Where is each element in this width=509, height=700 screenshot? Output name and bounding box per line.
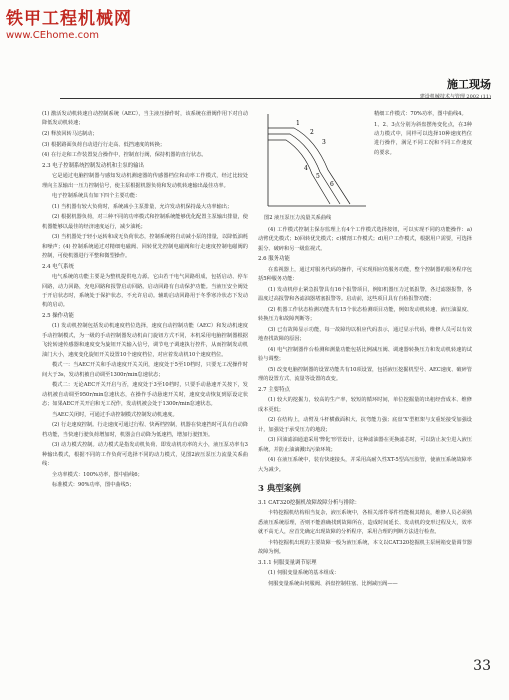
paragraph: (1) 当机器有较大负荷时，系统减小主泵排量，允许发动机保持最大功率输出； [52, 203, 233, 210]
paragraph: (2) 机器工作状态检测功能共有15个状态检测项目功能，例如发动机转速、液压油温度、转换压力和故障判断等； [258, 306, 472, 323]
curve-label: 4 [304, 165, 308, 172]
paragraph: 伺服变量系统由伺服阀、斜盘控制柱塞、比例减压阀—— [268, 580, 398, 587]
paragraph: (3) 当机器处于轻小运转和或无负荷状态，控制系统将自动减小泵的排量，以降低油耗和噪声；(4) 控制系统通过对精细电磁阀、回转优先控制电磁阀和行走速度控制电磁阀的控制，可使机器进行平整和微型操作。 [42, 234, 248, 260]
page-header [420, 76, 491, 100]
curve-label: 1 [296, 120, 300, 127]
section-heading: 2.4 电气系统 [42, 263, 74, 270]
section-3-title: 3 典型案例 [258, 484, 301, 495]
curve-label: 2 [310, 129, 314, 136]
paragraph: (2) 行走速度控制。行走速度可通过行程、快两档控制，机器在快速挡时可具有自动降档功能，当快速行驶负荷增加时，机器会自动降为低速档，增加行驶扭矩。 [42, 422, 248, 438]
paragraph: (1) 较大的挖掘力，较高的生产率，较短的循环时间，单位挖掘量的出租经营成本、维修成本更低； [258, 397, 472, 413]
curve-label: 5 [316, 173, 320, 180]
pressure-flow-diagram [258, 110, 370, 212]
section-heading: 2.6 服务功能 [258, 256, 290, 263]
section-heading: 3.1.1 伺服变量调节原理 [258, 559, 317, 566]
diagram-curve-4 [268, 140, 330, 204]
paragraph: (4) 在液压系统中，装有快速接头，并采用高耐久性XT-5型高压胶管，使液压系统故障率大为减少。 [258, 457, 472, 473]
watermark-title: 铁甲工程机械网 [6, 9, 132, 29]
paragraph: (3) 回油滤油通道采用'弊化'形管设计，这种滤油器在更换滤芯时，可以防止灰尘进入液压系统，并防止油滴溅出污染环境； [258, 437, 472, 453]
paragraph: (2) 释放回转马达制动； [42, 131, 98, 137]
section-heading: 2.5 操作功能 [42, 313, 74, 319]
journal-info: 建设机械技术与管理 2002 (11) [419, 94, 491, 100]
paragraph: (2) 根据机器负荷，对三种不同的功率模式和控制系统能够优化配置主泵输出排量，使机器能够以最佳的经济速度运行，减少油耗； [42, 214, 248, 230]
paragraph: (2) 在结构上，动臂及斗杆横截面积大、抗弯能力强；底盘'X'型框架与支重轮接受加强设计，加强处于承受压力的地段； [258, 417, 472, 433]
paragraph: 在监视器上，通过对服务代码的操作，可实现相应的服务功能，整个控制器的服务程序包括5种服务功能： [258, 266, 472, 283]
paragraph: 全功率模式：100%功率，图中曲线6； [52, 471, 143, 478]
figure-side-text [374, 110, 472, 159]
paragraph: (5) 改变电脑控制器的设置功能共有10项设置，包括液压挖掘机型号、AEC速度、破碎管理的设置方式、流量等设置的改变。 [258, 366, 472, 383]
header-rule [60, 98, 491, 99]
paragraph: 它是通过电脑控制器与感知发动机测速器的传感器档位和动率工作模式，经过比较处理向主泵输出一压力控制信号，使主泵根据机器负荷和发动机转速输出最佳功率。 [42, 173, 248, 189]
paragraph: 卡特挖掘机结构相当复杂，液压系统中，各相关部件零件性能极其精良，维修人员必须熟悉液压系统原理，否则不能准确找到故障所在，造成时间延长、发动机的变形过程及大，效率就不高无人，应首先确定出现故障的分析程序，采用合理的判断方法进行检查。 [258, 510, 472, 536]
page-number: 33 [473, 658, 491, 674]
watermark [6, 4, 132, 41]
paragraph: 模式一：当AEC开关和手动速度开关关闭，速度处于5至10档时，只要无工况操作时间大于3s，发动机被自动调至1300r/min怠速状态； [42, 362, 248, 378]
paragraph: (1) 激活发动机转速自动控制系统（AEC），当主液压操作时，该系统在滑阀作用下对自动降低发动机转速； [42, 111, 248, 127]
paragraph: (3) 根据路面负荷自动进行行走高、低挡速度的转换； [42, 141, 166, 148]
left-column [42, 110, 248, 492]
paragraph: 电子控制系统具有如下四个主要功能： [52, 193, 141, 200]
paragraph: 精细工作模式：70%功率，图中曲线4。 [374, 111, 467, 117]
paragraph: 1、2、3点分别为斜盘摆角变化点，在3种动力模式中，同样可以选择10种速度档位进行操作，满足不同工况和不同工作速度的要求。 [374, 121, 472, 156]
right-column [258, 110, 472, 590]
curve-label: 3 [322, 139, 326, 146]
figure-caption: 图2 液压泵压力流量关系曲线 [264, 215, 332, 221]
section-heading: 2.7 主要特点 [258, 386, 290, 393]
paragraph: 卡特挖掘机出现的主要故障一般为液压系统，本文以CAT320挖掘机主泵闸箱变量调节器故障为例。 [258, 539, 472, 556]
paragraph: (3) 动力模式控制。动力模式是指发动机负荷、即发动机功率的大小，液压泵功率有3种输出模式，根据不同的工作负荷可选择不同的动力模式，见图2液压泵压力流量关系曲线： [42, 442, 248, 468]
curve-label: 6 [330, 181, 334, 188]
paragraph: 电气系统的功能主要是为整机提供电力源。它由若干电气回路组成，包括启动、停车回路，动力回路，充电回路和报警启动回路。启动回路有自动保护功能。当液压安全阀处于开启状态时，系统处于保护状态，不允许启动。辅助启动回路用于冬季寒冷状态下发动机的启动。 [42, 274, 248, 309]
diagram-curve-6 [268, 128, 350, 204]
paragraph: (3) 已有故障显示功能，每一故障均以相应代码表示，通过显示代码，维修人员可以有效地查找故障的原因； [258, 326, 472, 343]
section-heading: 2.3 电子控制系统控制发动机和主泵的输出 [42, 162, 144, 169]
paragraph: (4) 工作模式控制主保存监理上有4个工作模式选择按钮，可以实现不同的功能操作：a)动臂优先模式；b)回转优先模式；c)横剖工作模式；d)用户工作模式，根据用户需要，可选择振分、破碎和另一级监视式。 [258, 227, 472, 252]
paragraph: 当AEC关闭时，可通过手动控制模式控制发动机速度。 [52, 411, 178, 418]
watermark-url: www.CEhome.com [6, 30, 99, 41]
paragraph: (4) 电气控制器作台检测和测量功能包括比例减压阀、调速器转换压力和发动机转速的试验与调整； [258, 346, 472, 363]
figure-2 [258, 110, 472, 226]
paragraph: (1) 伺服变量系统的基本组成： [268, 570, 340, 577]
paragraph: (1) 发动机停止紧急报警具有16个报警项目，例如机器压力过低报警，各过滤器报警，各温度过高报警和各滤油器堵塞报警等。启动前，这些项目具有自检报警功能； [258, 286, 472, 303]
column-title: 施工现场 [447, 78, 491, 91]
paragraph: (4) 在行走和工作装置复合操作中，控制直行阀，保持机器的直行状态。 [42, 152, 207, 159]
section-heading: 3.1 CAT320挖掘机故障故障分析与排除： [258, 500, 360, 507]
paragraph: 模式二：无论AEC开关开启与否，速度处于3至10档时，只要手动悬速开关按下，发动机被自动调至950r/min怠速状态，在操作手动悬速开关时，速度变动恢复到原设定状态；如果AEC开关开启和无工况作，发动机被会处于1300r/min怠速状态。 [42, 382, 248, 408]
paragraph: (1) 发动机控制包括发动机速度档位选择，速度自动控制功能（AEC）和发动机速度手动控制模式，为一级的手动控制器发动机由门旋钮方式不同，本机采用电脑控制器根据飞轮转速传感器和速度变为旋钮开关输入信号，调节电子调速执行控件，从而控制发动机油门大小，速度变化旋钮开关设置10个速度档位，对应着发动机10个速度档位。 [42, 323, 248, 358]
paragraph: 标准模式：90%功率，图中曲线5； [52, 482, 135, 489]
